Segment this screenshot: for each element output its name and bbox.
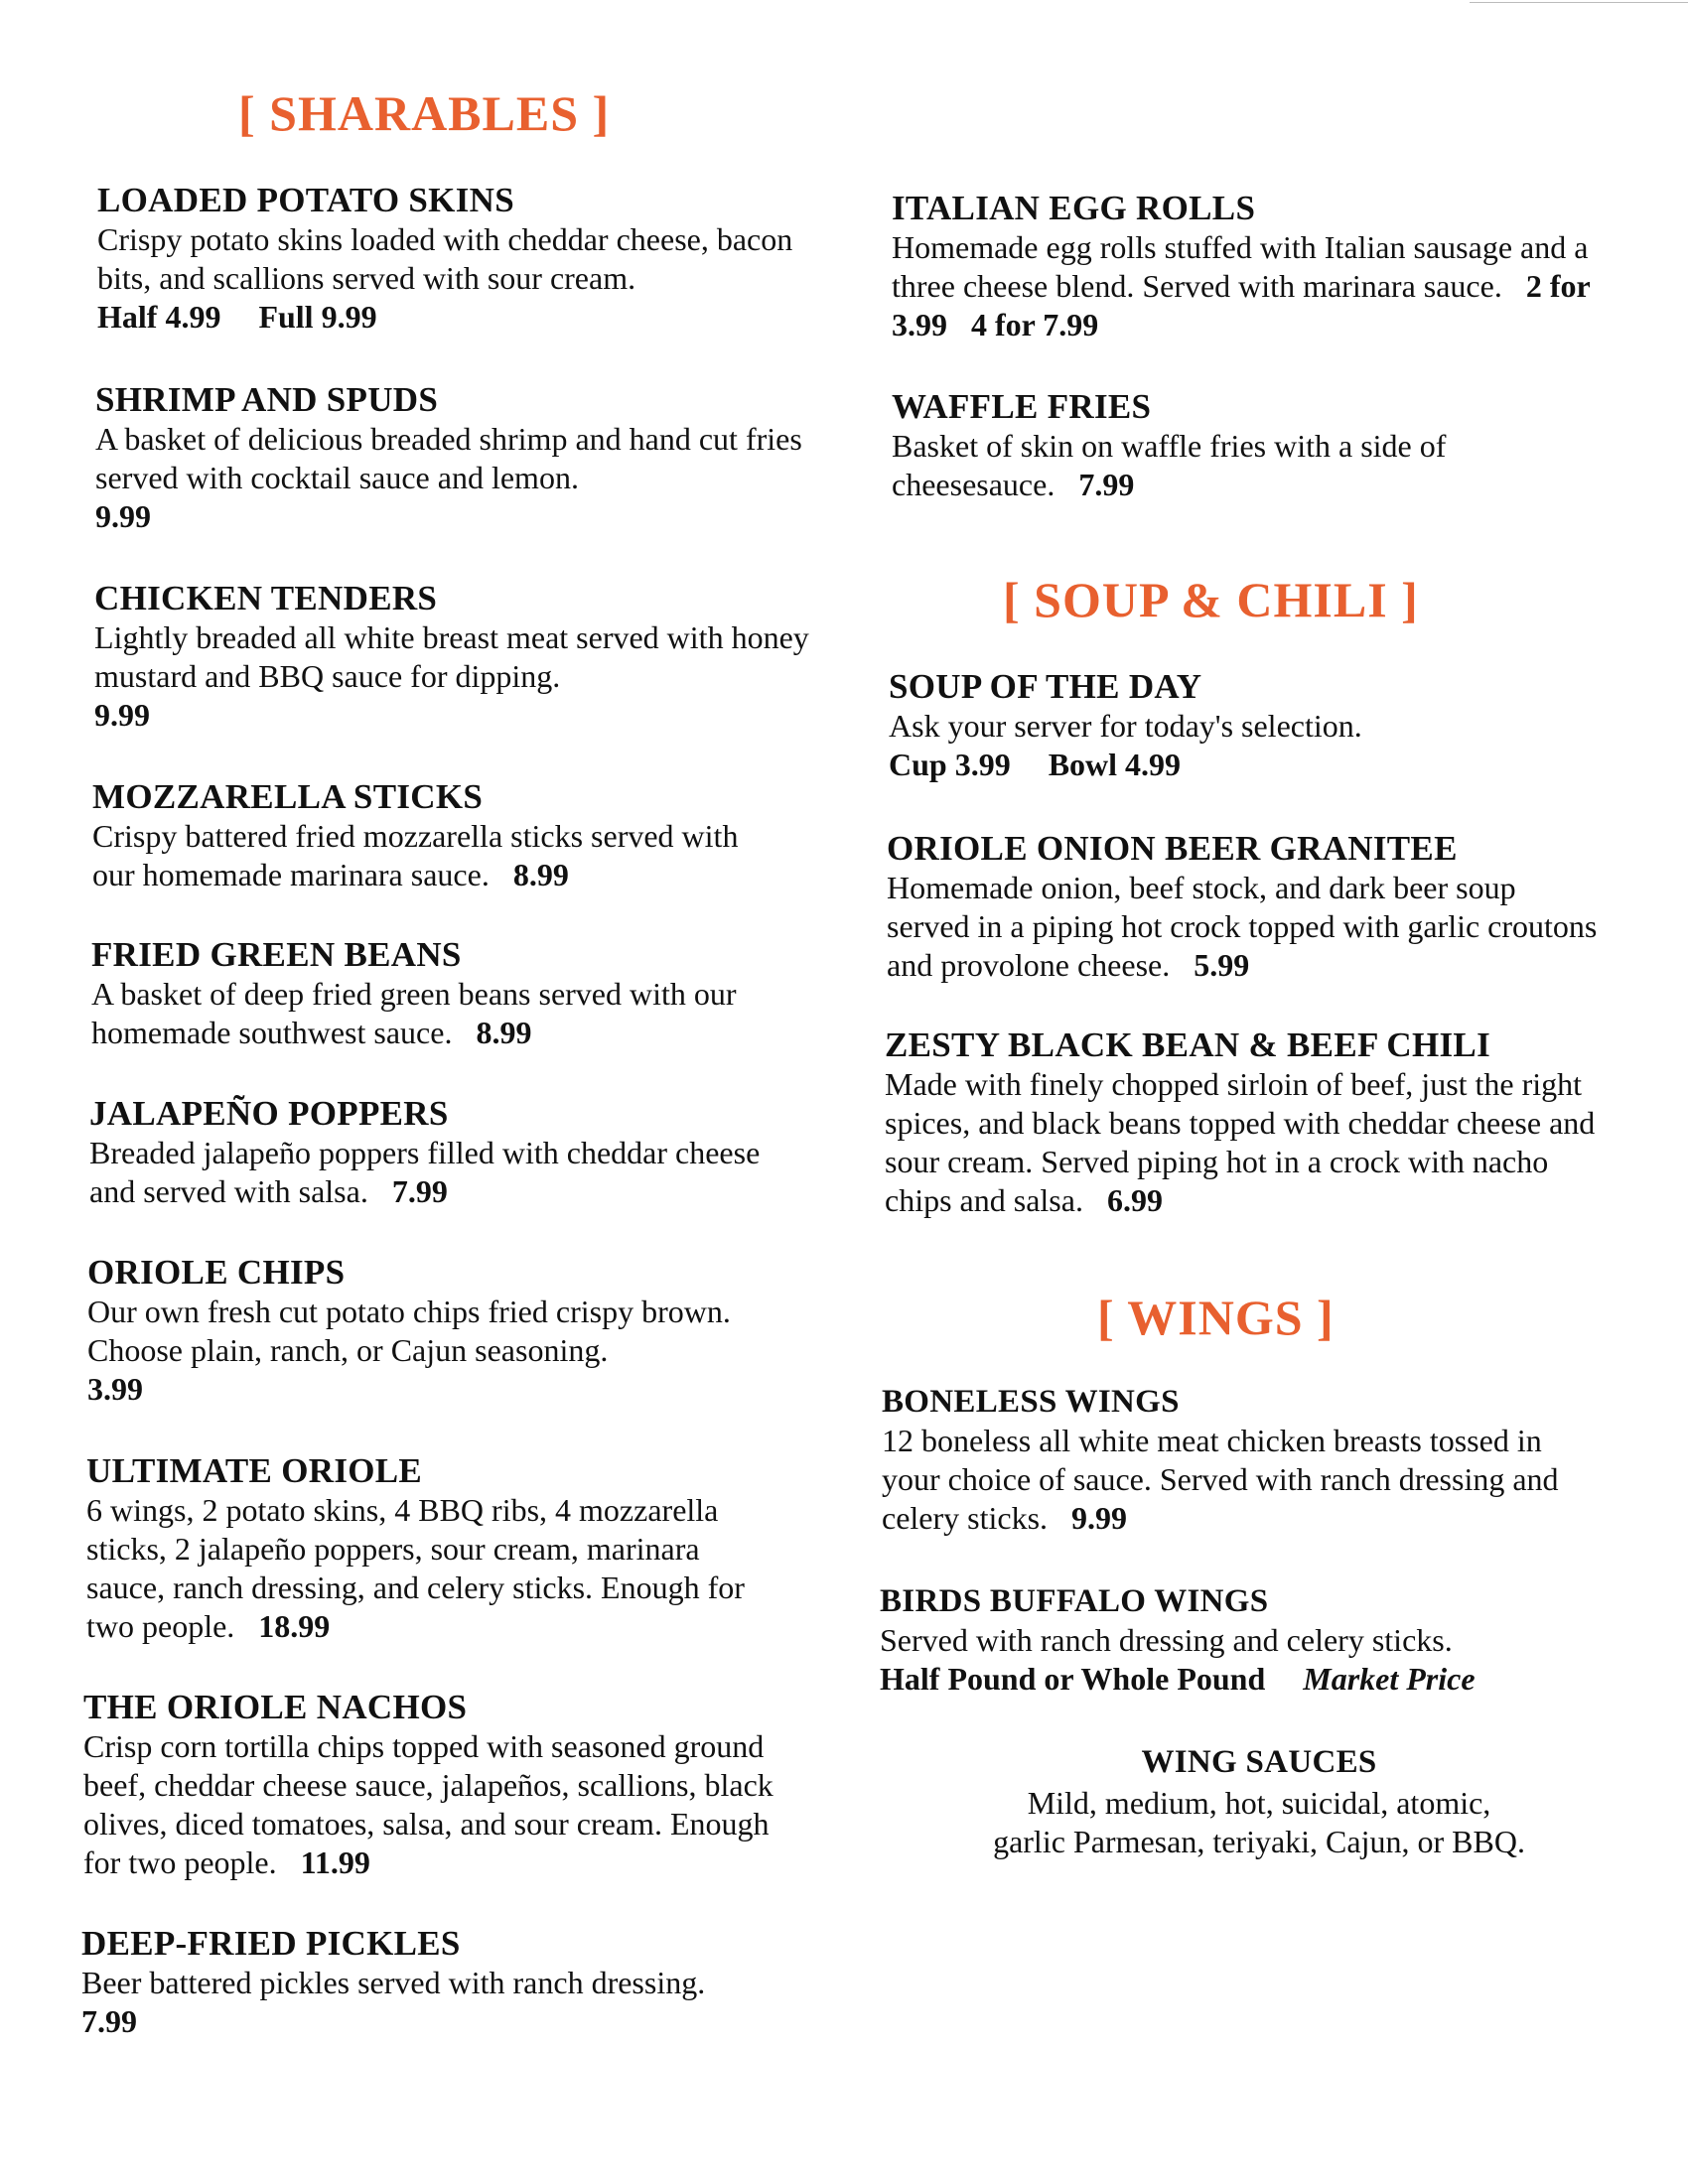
item-name: ORIOLE ONION BEER GRANITEE (887, 829, 1458, 868)
item-price: 11.99 (300, 1844, 370, 1880)
menu-item-birds-buffalo-wings (880, 1581, 1615, 1699)
item-name: ORIOLE CHIPS (87, 1253, 346, 1292)
item-price: 8.99 (512, 857, 569, 892)
menu-item-shrimp-and-spuds (95, 380, 810, 536)
item-size-options: Half Pound or Whole Pound (880, 1661, 1266, 1697)
menu-item-loaded-potato-skins (97, 181, 812, 337)
item-description: Lightly breaded all white breast meat served with honey mustard and BBQ sauce for dipping. (94, 619, 809, 694)
menu-item-italian-egg-rolls (892, 189, 1607, 344)
menu-item-oriole-nachos (83, 1688, 788, 1882)
item-name: ITALIAN EGG ROLLS (892, 189, 1256, 227)
item-description-text: Homemade egg rolls stuffed with Italian sausage and a three cheese blend. Served with marinara sauce. (892, 229, 1589, 304)
item-name: JALAPEÑO POPPERS (89, 1094, 449, 1133)
menu-item-mozzarella-sticks (92, 777, 787, 894)
item-description-text: Breaded jalapeño poppers filled with cheddar cheese and served with salsa. (89, 1135, 761, 1209)
item-price: 9.99 (95, 498, 151, 534)
item-description (83, 1727, 788, 1882)
item-description (882, 1422, 1597, 1538)
menu-item-jalapeno-poppers (89, 1094, 774, 1211)
item-price: 18.99 (258, 1608, 331, 1644)
item-price: 7.99 (1078, 467, 1135, 502)
item-description: Ask your server for today's selection. (889, 708, 1362, 744)
menu-item-oriole-chips (87, 1253, 802, 1409)
item-price-full: Full 9.99 (258, 299, 377, 335)
item-prices (97, 298, 812, 337)
item-name: BONELESS WINGS (882, 1384, 1180, 1420)
item-description (892, 228, 1607, 344)
item-market-price: Market Price (1303, 1661, 1476, 1697)
item-name: LOADED POTATO SKINS (97, 181, 514, 219)
item-description: Our own fresh cut potato chips fried crispy brown. Choose plain, ranch, or Cajun seasoning. (87, 1294, 731, 1368)
menu-item-deep-fried-pickles (81, 1924, 796, 2041)
menu-item-oriole-onion-beer-granitee (887, 829, 1602, 985)
item-description (86, 1491, 762, 1646)
item-description-text: A basket of deep fried green beans served with our homemade southwest sauce. (91, 976, 737, 1050)
menu-item-ultimate-oriole (86, 1451, 762, 1646)
item-description: A basket of delicious breaded shrimp and hand cut fries served with cocktail sauce and lemon. (95, 421, 802, 495)
item-price: 7.99 (391, 1173, 448, 1209)
item-name: ULTIMATE ORIOLE (86, 1451, 423, 1490)
item-price: 9.99 (94, 697, 150, 733)
item-name: MOZZARELLA STICKS (92, 777, 484, 816)
item-description-text: 6 wings, 2 potato skins, 4 BBQ ribs, 4 mozzarella sticks, 2 jalapeño poppers, sour cream, marinara sauce, ranch dressing, and celery sticks. Enough for two people. (86, 1492, 745, 1644)
item-price: 8.99 (476, 1015, 532, 1050)
item-price: 3.99 (87, 1371, 143, 1407)
soup-chili-heading: [ SOUP & CHILI ] (1003, 572, 1419, 627)
item-name: DEEP-FRIED PICKLES (81, 1924, 461, 1963)
item-name: ZESTY BLACK BEAN & BEEF CHILI (885, 1025, 1490, 1064)
item-description (91, 975, 786, 1052)
item-price-bowl: Bowl 4.99 (1048, 747, 1182, 782)
item-price-two: 2 for 3.99 (892, 268, 1591, 342)
item-description (89, 1134, 774, 1211)
menu-item-boneless-wings (882, 1382, 1597, 1538)
item-name: THE ORIOLE NACHOS (83, 1688, 468, 1726)
item-description-text: Homemade onion, beef stock, and dark beer soup served in a piping hot crock topped with garlic croutons and provolone cheese. (887, 870, 1598, 983)
item-description-text: Crispy battered fried mozzarella sticks served with our homemade marinara sauce. (92, 818, 739, 892)
wing-sauces-line-2: garlic Parmesan, teriyaki, Cajun, or BBQ. (993, 1824, 1525, 1859)
item-prices (889, 746, 1604, 784)
menu-item-soup-of-the-day (889, 667, 1604, 784)
item-price-half: Half 4.99 (97, 299, 221, 335)
item-price: 9.99 (1071, 1500, 1128, 1536)
page-edge-line (1470, 2, 1688, 3)
item-price: 7.99 (81, 2003, 137, 2039)
item-name: BIRDS BUFFALO WINGS (880, 1583, 1269, 1619)
menu-item-zesty-black-bean-beef-chili (885, 1025, 1600, 1220)
item-description: Served with ranch dressing and celery sticks. (880, 1622, 1453, 1658)
item-price-four: 4 for 7.99 (971, 307, 1099, 342)
menu-item-chicken-tenders (94, 579, 829, 735)
wings-heading: [ WINGS ] (1097, 1290, 1335, 1345)
item-price-cup: Cup 3.99 (889, 747, 1011, 782)
item-description-text: Made with finely chopped sirloin of beef, just the right spices, and black beans topped with cheddar cheese and sour cream. Served piping hot in a crock with nacho chips and salsa. (885, 1066, 1596, 1218)
wing-sauces-title: WING SAUCES (1141, 1744, 1377, 1780)
item-description (885, 1065, 1600, 1220)
item-name: CHICKEN TENDERS (94, 579, 438, 617)
item-name: FRIED GREEN BEANS (91, 935, 462, 974)
menu-item-fried-green-beans (91, 935, 786, 1052)
item-description-text: Basket of skin on waffle fries with a side of cheesesauce. (892, 428, 1447, 502)
item-description: Crispy potato skins loaded with cheddar cheese, bacon bits, and scallions served with sour cream. (97, 221, 793, 296)
menu-item-waffle-fries (892, 387, 1567, 504)
sharables-heading: [ SHARABLES ] (238, 85, 611, 141)
wing-sauces-block (882, 1742, 1636, 1861)
item-description-text: Crisp corn tortilla chips topped with seasoned ground beef, cheddar cheese sauce, jalapeños, scallions, black olives, diced tomatoes, salsa, and sour cream. Enough for two people. (83, 1728, 774, 1880)
item-description (887, 869, 1602, 985)
item-description-text: 12 boneless all white meat chicken breasts tossed in your choice of sauce. Served with ranch dressing and celery sticks. (882, 1423, 1559, 1536)
item-name: SOUP OF THE DAY (889, 667, 1202, 706)
item-price: 5.99 (1194, 947, 1250, 983)
item-description: Beer battered pickles served with ranch dressing. (81, 1965, 706, 2000)
item-name: SHRIMP AND SPUDS (95, 380, 439, 419)
item-prices (880, 1660, 1615, 1699)
wing-sauces-line-1: Mild, medium, hot, suicidal, atomic, (1027, 1785, 1491, 1821)
item-price: 6.99 (1106, 1182, 1163, 1218)
item-description (92, 817, 787, 894)
item-name: WAFFLE FRIES (892, 387, 1152, 426)
item-description (892, 427, 1567, 504)
